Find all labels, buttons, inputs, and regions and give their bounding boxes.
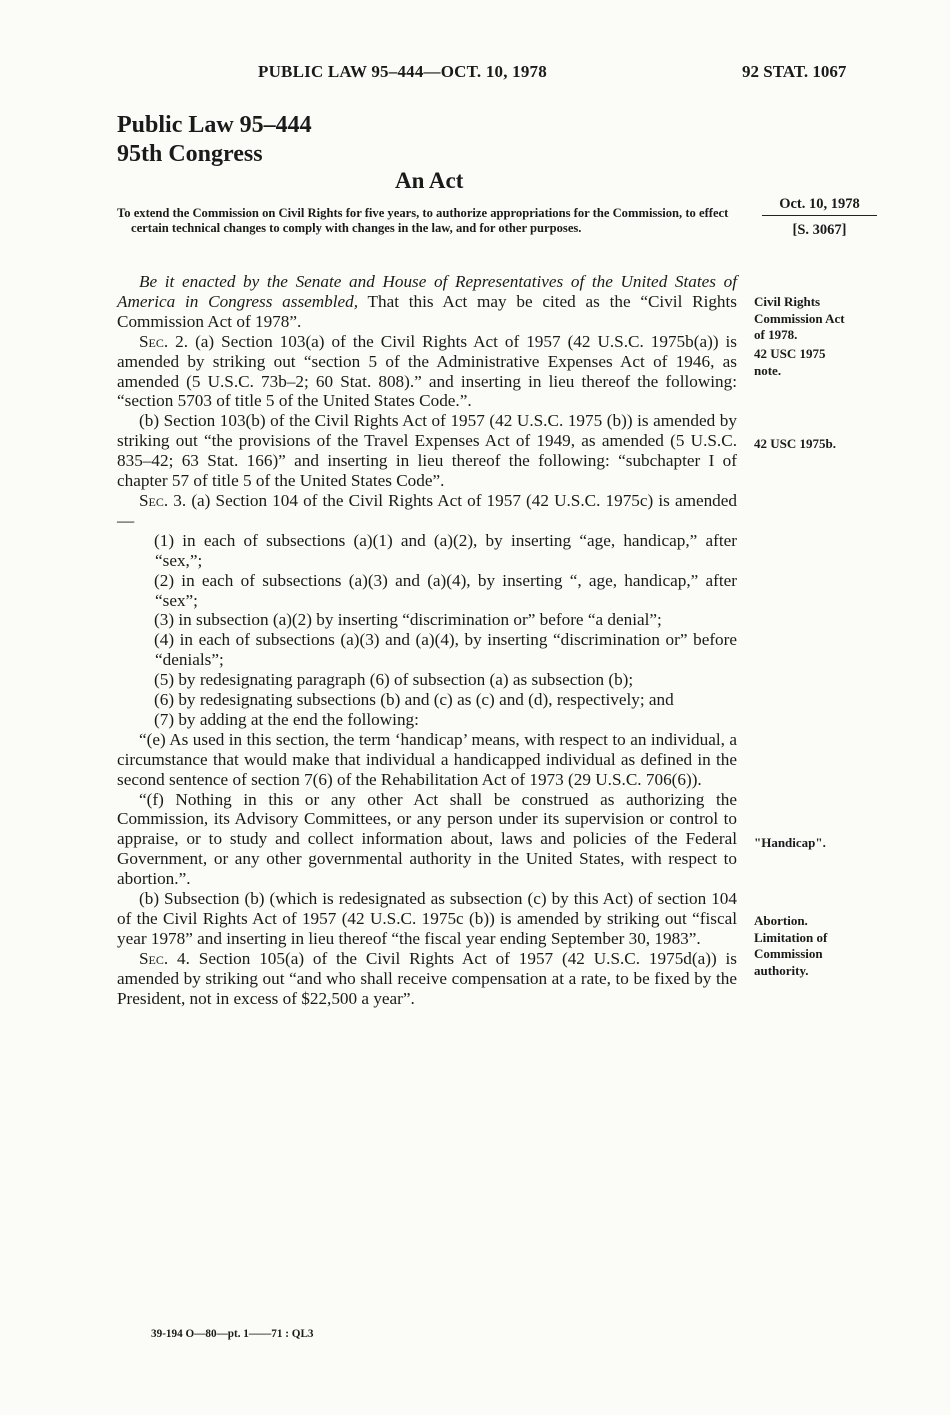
margin-note-usc-1975: 42 USC 1975 note. <box>754 346 826 378</box>
amendment-item: (3) in subsection (a)(2) by inserting “discrimination or” before “a denial”; <box>154 610 662 630</box>
margin-note-usc-1975b: 42 USC 1975b. <box>754 436 836 451</box>
amendment-item: (1) in each of subsections (a)(1) and (a)(2), by inserting “age, handicap,” after “sex,”; <box>154 530 737 570</box>
section-2b: (b) Section 103(b) of the Civil Rights Act of 1957 (42 U.S.C. 1975 (b)) is amended by striking out “the provisions of the Travel Expenses Act of 1949, as amended (5 U.S.C. 835–42; 63 Stat. 166)” and inserting in lieu thereof the following: “subchapter I of chapter 57 of title 5 of the United States Code”. <box>117 411 737 491</box>
enacting-clause: Be it enacted by the Senate and House of Representatives of the United States of America in Congress assembled, That this Act may be cited as the “Civil Rights Commission Act of 1978”. <box>117 272 737 331</box>
header-statute-page: 92 STAT. 1067 <box>742 62 847 81</box>
margin-note-handicap: "Handicap". <box>754 835 826 850</box>
section-3b: (b) Subsection (b) (which is redesignated as subsection (c) by this Act) of section 104 of the Civil Rights Act of 1957 (42 U.S.C. 1975c (b)) is amended by striking out “fiscal year 1978” and inserting in lieu thereof “the fiscal year ending September 30, 1983”. <box>117 889 737 948</box>
margin-note-abortion: Abortion. Limitation of Commission authority. <box>754 913 828 978</box>
bill-number: [S. 3067] <box>792 222 847 238</box>
act-heading: An Act <box>395 168 464 193</box>
quoted-subsection-e: “(e) As used in this section, the term ‘handicap’ means, with respect to an individual, a circumstance that would make that individual a handicapped individual as defined in the second sentence of section 7(6) of the Rehabilitation Act of 1973 (29 U.S.C. 706(6)). <box>117 729 737 789</box>
amendment-item: (4) in each of subsections (a)(3) and (a)(4), by inserting “discrimination or” before “denials”; <box>154 630 737 670</box>
amendment-item: (2) in each of subsections (a)(3) and (a)(4), by inserting “, age, handicap,” after “sex”; <box>154 570 737 610</box>
enactment-date: Oct. 10, 1978 <box>762 196 877 216</box>
purpose-statement: To extend the Commission on Civil Rights for five years, to authorize appropriations for the Commission, to effect certain technical changes to comply with changes in the law, and for other purposes. <box>117 206 729 235</box>
law-number: Public Law 95–444 <box>117 112 312 138</box>
running-header <box>0 62 950 84</box>
print-code-footer: 39-194 O—80—pt. 1——71 : QL3 <box>151 1328 314 1340</box>
amendment-item: (7) by adding at the end the following: <box>154 709 419 729</box>
section-4: Sec. 4. Section 105(a) of the Civil Rights Act of 1957 (42 U.S.C. 1975d(a)) is amended by striking out “and who shall receive compensation at a rate, to be fixed by the President, not in excess of $22,500 a year”. <box>117 948 737 1008</box>
quoted-subsection-f: “(f) Nothing in this or any other Act shall be construed as authorizing the Commission, its Advisory Committees, or any person under its supervision or control to appraise, or to study and collect information about, laws and policies of the Federal Government, or any other governmental authority in the United States, with respect to abortion.”. <box>117 789 737 889</box>
act-body <box>117 272 737 1009</box>
header-citation: PUBLIC LAW 95–444—OCT. 10, 1978 <box>258 62 547 81</box>
congress: 95th Congress <box>117 141 263 167</box>
amendment-item: (5) by redesignating paragraph (6) of subsection (a) as subsection (b); <box>154 670 634 690</box>
section-3a: Sec. 3. (a) Section 104 of the Civil Rights Act of 1957 (42 U.S.C. 1975c) is amended— <box>117 490 737 530</box>
margin-date-block <box>762 196 877 239</box>
section-2a: Sec. 2. (a) Section 103(a) of the Civil Rights Act of 1957 (42 U.S.C. 1975b(a)) is amended by striking out “section 5 of the Administrative Expenses Act of 1946, as amended (5 U.S.C. 73b–2; 60 Stat. 808).” and inserting in lieu thereof the following: “section 5703 of title 5 of the United States Code.”. <box>117 331 737 411</box>
margin-note-short-title: Civil Rights Commission Act of 1978. <box>754 294 845 342</box>
amendment-item: (6) by redesignating subsections (b) and (c) as (c) and (d), respectively; and <box>154 690 674 710</box>
